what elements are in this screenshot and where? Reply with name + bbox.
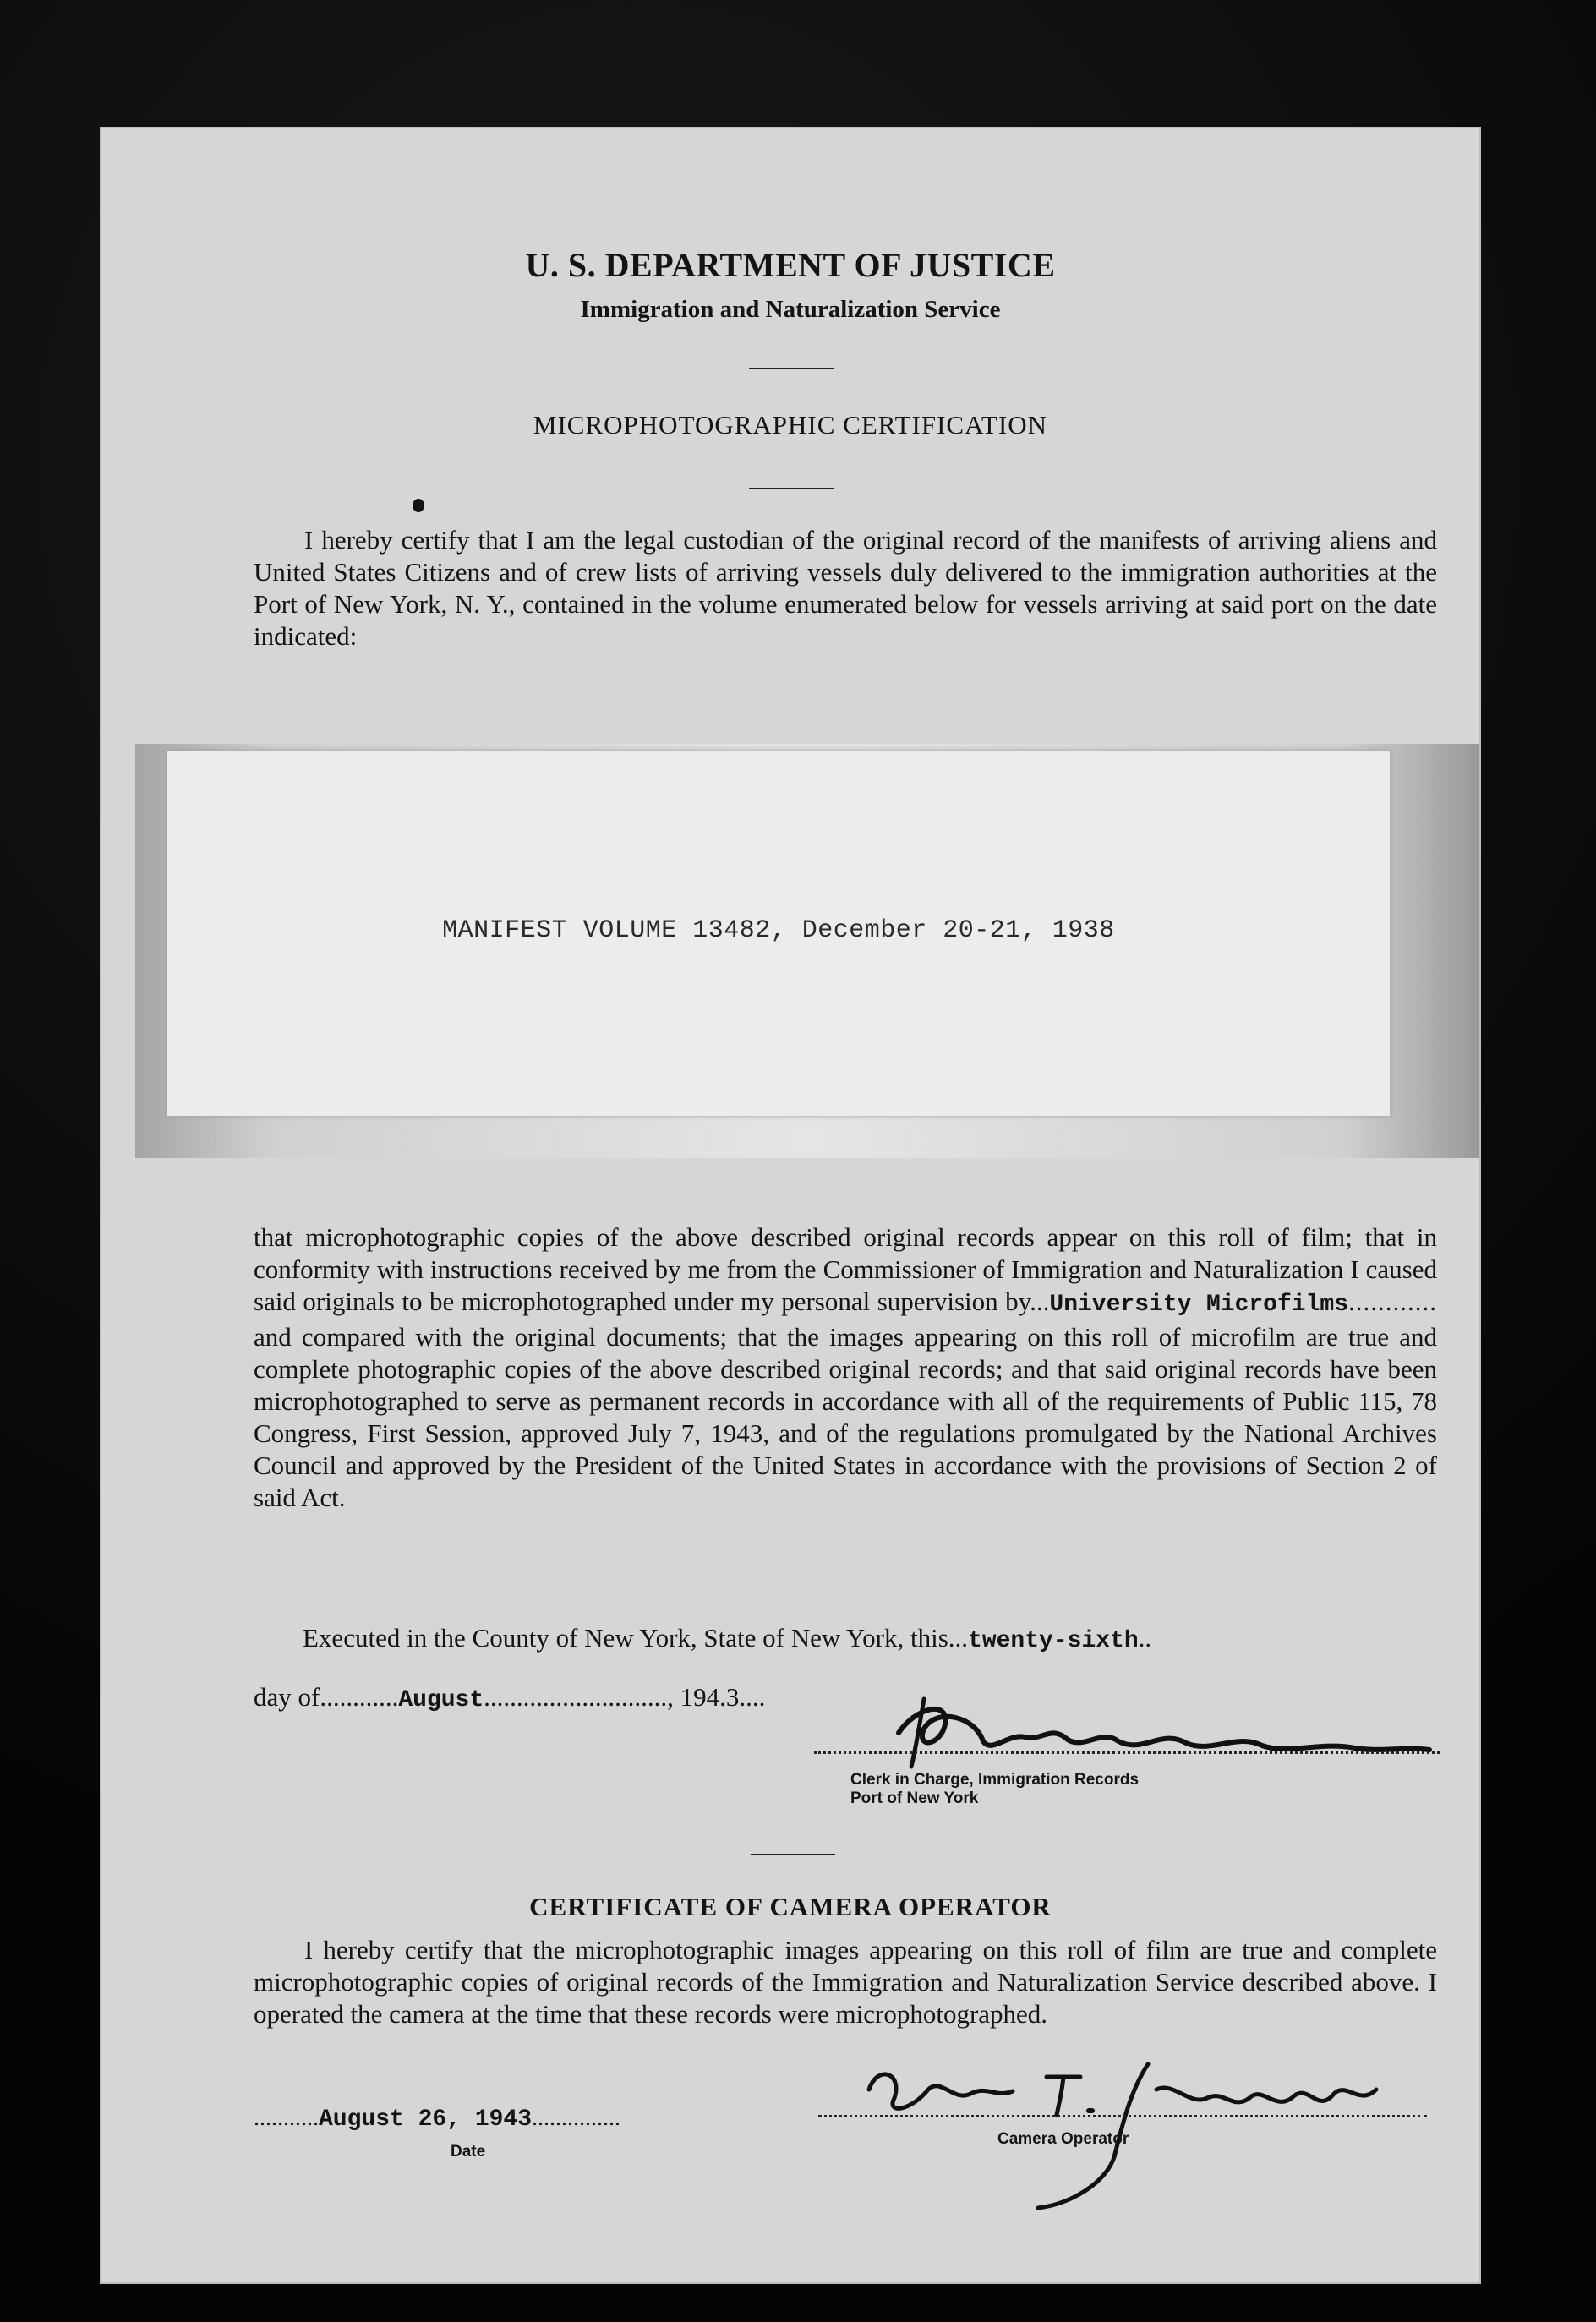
execution-day-dots: .. — [1138, 1623, 1152, 1653]
firm-dots: ............ — [1348, 1287, 1437, 1316]
camera-certificate-text: I hereby certify that the microphotographic images appearing on this roll of film are true and complete microphotographic copies of original records of the Immigration and Naturalization Service described above. I operated the camera at the time that these records were microphotographed. — [254, 1935, 1437, 2029]
manifest-insert-card — [167, 751, 1390, 1116]
ink-dot — [413, 499, 424, 512]
service-subtitle: Immigration and Naturalization Service — [580, 296, 1001, 323]
clerk-signature-line — [814, 1751, 1440, 1754]
department-title: U. S. DEPARTMENT OF JUSTICE — [525, 246, 1056, 284]
body-paragraph — [254, 1221, 1437, 1514]
camera-divider — [751, 1854, 835, 1855]
intro-paragraph: I hereby certify that I am the legal custodian of the original record of the manifests of arriving aliens and United States Citizens and of crew lists of arriving vessels duly delivered to the immigration authorities at the Port of New York, N. Y., contained in the volume enumerated below for vessels arriving at said port on the date indicated: — [254, 525, 1437, 651]
clerk-title — [850, 1771, 1139, 1808]
operator-signature-line — [818, 2115, 1427, 2117]
header-divider — [749, 368, 834, 369]
clerk-title-line2: Port of New York — [850, 1789, 979, 1807]
microfilm-firm: University Microfilms — [1049, 1292, 1348, 1318]
clerk-title-line1: Clerk in Charge, Immigration Records — [850, 1771, 1140, 1789]
date-value: August 26, 1943 — [319, 2106, 533, 2133]
execution-prefix: Executed in the County of New York, State of New York, this... — [303, 1623, 969, 1653]
body-text-part2: and compared with the original documents; that the images appearing on this roll of microfilm are true and complete photographic copies of the above described original records; and that said original records have been microphotographed to serve as permanent records in accordance with all of the requirements of Public 115, 78 Congress, First Session, approved July 7, 1943, and of the regulations promulgated by the National Archives Council and approved by the President of the United States in accordance with the provisions of Section 2 of said Act. — [254, 1322, 1437, 1512]
clerk-signature — [865, 1682, 1457, 1775]
body-text-part1: that microphotographic copies of the above described original records appear on this roll of film; that in conformity with instructions received by me from the Commissioner of Immigration and Naturalization I caused said originals to be microphotographed under my personal supervision by... — [254, 1222, 1437, 1316]
certificate-page — [100, 127, 1481, 2284]
camera-operator-signature — [835, 2030, 1427, 2216]
execution-day: twenty-sixth — [968, 1628, 1139, 1654]
date-dots-after: ............... — [532, 2105, 621, 2131]
camera-certificate-title: CERTIFICATE OF CAMERA OPERATOR — [529, 1892, 1052, 1921]
day-of-label: day of — [254, 1682, 320, 1712]
camera-operator-label: Camera Operator — [998, 2130, 1129, 2148]
certification-title: MICROPHOTOGRAPHIC CERTIFICATION — [533, 410, 1048, 440]
date-label: Date — [451, 2143, 486, 2161]
month-dots-after: ............................, — [484, 1682, 674, 1712]
camera-date — [254, 2105, 620, 2133]
month-dots-before: ............ — [320, 1682, 399, 1712]
date-dots-before: ........... — [254, 2105, 319, 2131]
title-divider — [749, 488, 834, 489]
execution-line — [303, 1623, 1151, 1654]
execution-year: 194.3.... — [680, 1682, 766, 1712]
day-of-line — [254, 1682, 765, 1713]
manifest-volume-text: MANIFEST VOLUME 13482, December 20-21, 1938 — [442, 916, 1115, 945]
execution-month: August — [398, 1687, 484, 1713]
